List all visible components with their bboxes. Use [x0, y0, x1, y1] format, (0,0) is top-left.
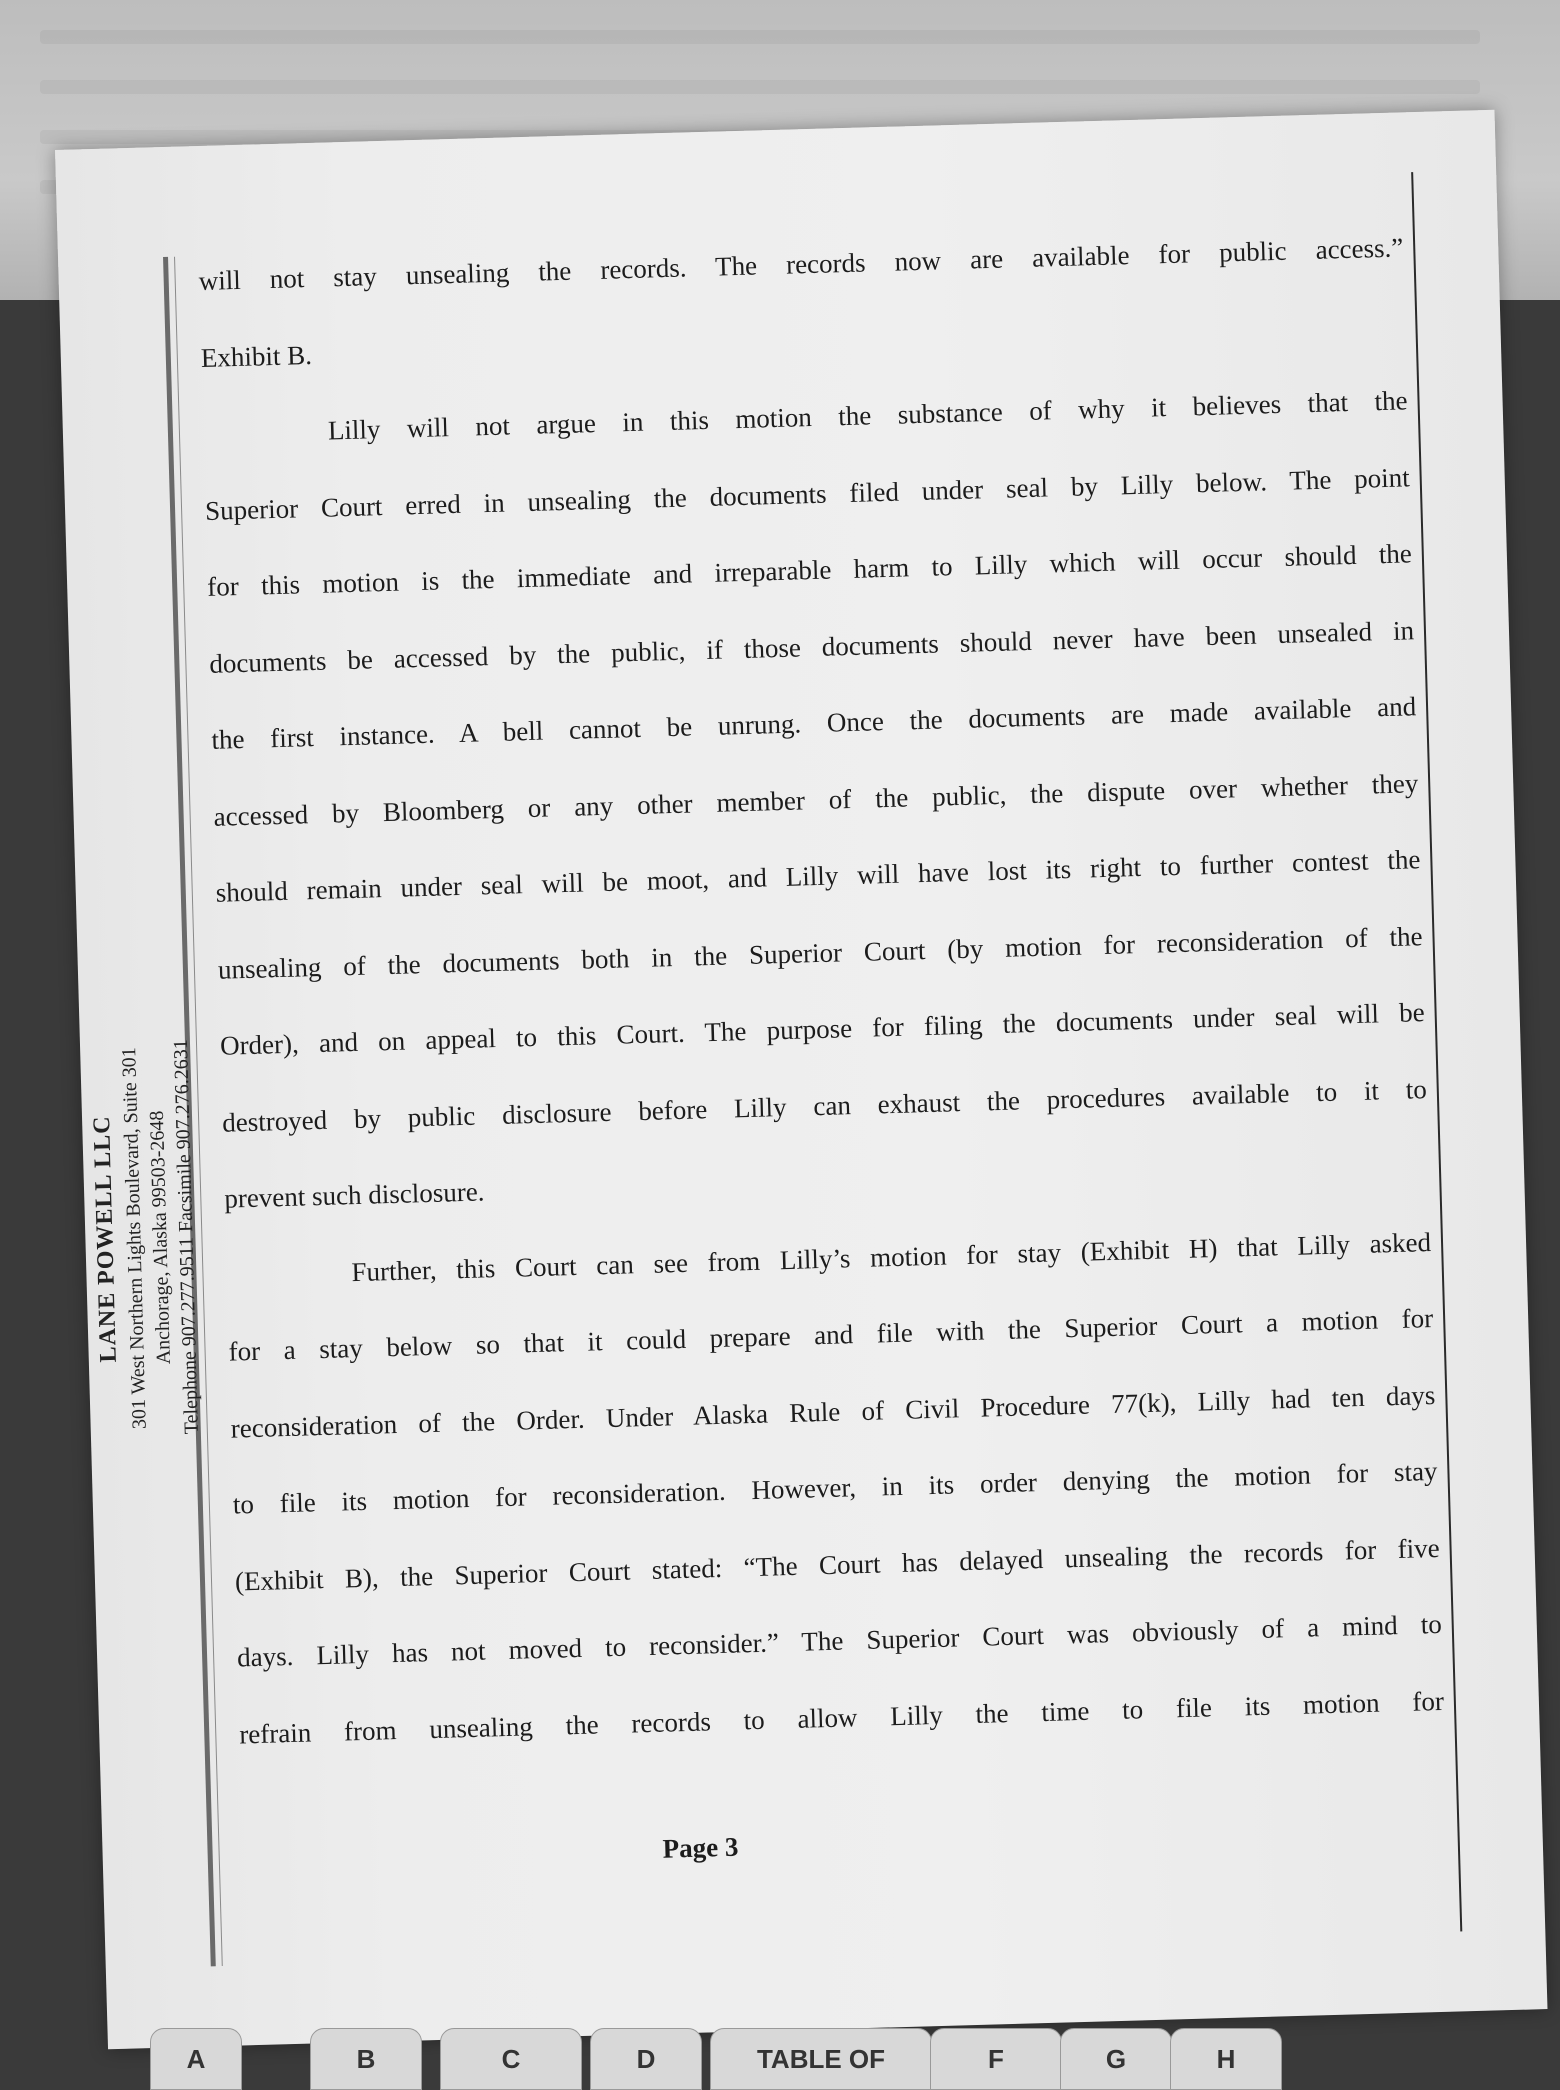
ghost-text-line — [40, 30, 1480, 44]
text-line: (Exhibit B), the Superior Court stated: “The Court has delayed unsealing the records for five — [234, 1532, 1440, 1597]
text-line: refrain from unsealing the records to allow Lilly the time to file its motion for — [238, 1685, 1445, 1749]
binder-tab-2[interactable]: B — [310, 2028, 422, 2090]
text-line: should remain under seal will be moot, and Lilly will have lost its right to further contest the — [215, 844, 1421, 908]
text-line: prevent such disclosure. — [223, 1176, 485, 1214]
firm-name: LANE POWELL LLC — [88, 1115, 122, 1363]
binder-tab-3[interactable]: C — [440, 2028, 582, 2090]
text-line: reconsideration of the Order. Under Alaska Rule of Civil Procedure 77(k), Lilly had ten days — [230, 1379, 1436, 1444]
text-line: Exhibit B. — [200, 339, 313, 373]
binder-tab-6[interactable]: F — [930, 2028, 1062, 2090]
ghost-text-line — [40, 80, 1480, 94]
document-page — [55, 110, 1547, 2049]
binder-tab-5[interactable]: TABLE OF — [710, 2028, 932, 2090]
document-body — [198, 232, 1445, 1795]
text-line: days. Lilly has not moved to reconsider.” The Superior Court was obviously of a mind to — [236, 1608, 1443, 1673]
binder-tab-4[interactable]: D — [590, 2028, 702, 2090]
text-line: the first instance. A bell cannot be unrung. Once the documents are made available and — [211, 691, 1417, 755]
text-line: destroyed by public disclosure before Lilly can exhaust the procedures available to it to — [221, 1073, 1428, 1138]
text-line: Lilly will not argue in this motion the substance of why it believes that the — [327, 385, 1408, 446]
firm-city: Anchorage, Alaska 99503-2648 — [146, 1110, 176, 1365]
text-line: Order), and on appeal to this Court. The purpose for filing the documents under seal will be — [219, 997, 1426, 1061]
binder-tabs — [0, 2018, 1560, 2080]
text-line: accessed by Bloomberg or any other member of the public, the dispute over whether they — [213, 767, 1419, 832]
binder-tab-7[interactable]: G — [1060, 2028, 1172, 2090]
text-line: for this motion is the immediate and irreparable harm to Lilly which will occur should the — [206, 538, 1413, 602]
binder-tab-8[interactable]: H — [1170, 2028, 1282, 2090]
firm-letterhead — [82, 926, 219, 1549]
binder-tab-1[interactable]: A — [150, 2028, 242, 2090]
firm-phones: Telephone 907.277.9511 Facsimile 907.276.2631 — [170, 1039, 204, 1435]
text-line: for a stay below so that it could prepare and file with the Superior Court a motion for — [228, 1302, 1434, 1367]
firm-address: 301 West Northern Lights Boulevard, Suite 301 — [118, 1047, 151, 1430]
page-number: Page 3 — [662, 1831, 739, 1864]
text-line: Superior Court erred in unsealing the documents filed under seal by Lilly below. The point — [204, 461, 1411, 526]
text-line: will not stay unsealing the records. The records now are available for public access.” — [198, 232, 1404, 297]
text-line: to file its motion for reconsideration. However, in its order denying the motion for stay — [232, 1455, 1438, 1520]
text-line: Further, this Court can see from Lilly’s motion for stay (Exhibit H) that Lilly asked — [351, 1226, 1432, 1287]
text-line: documents be accessed by the public, if those documents should never have been unsealed in — [208, 614, 1415, 679]
text-line: unsealing of the documents both in the Superior Court (by motion for reconsideration of the — [217, 920, 1423, 985]
